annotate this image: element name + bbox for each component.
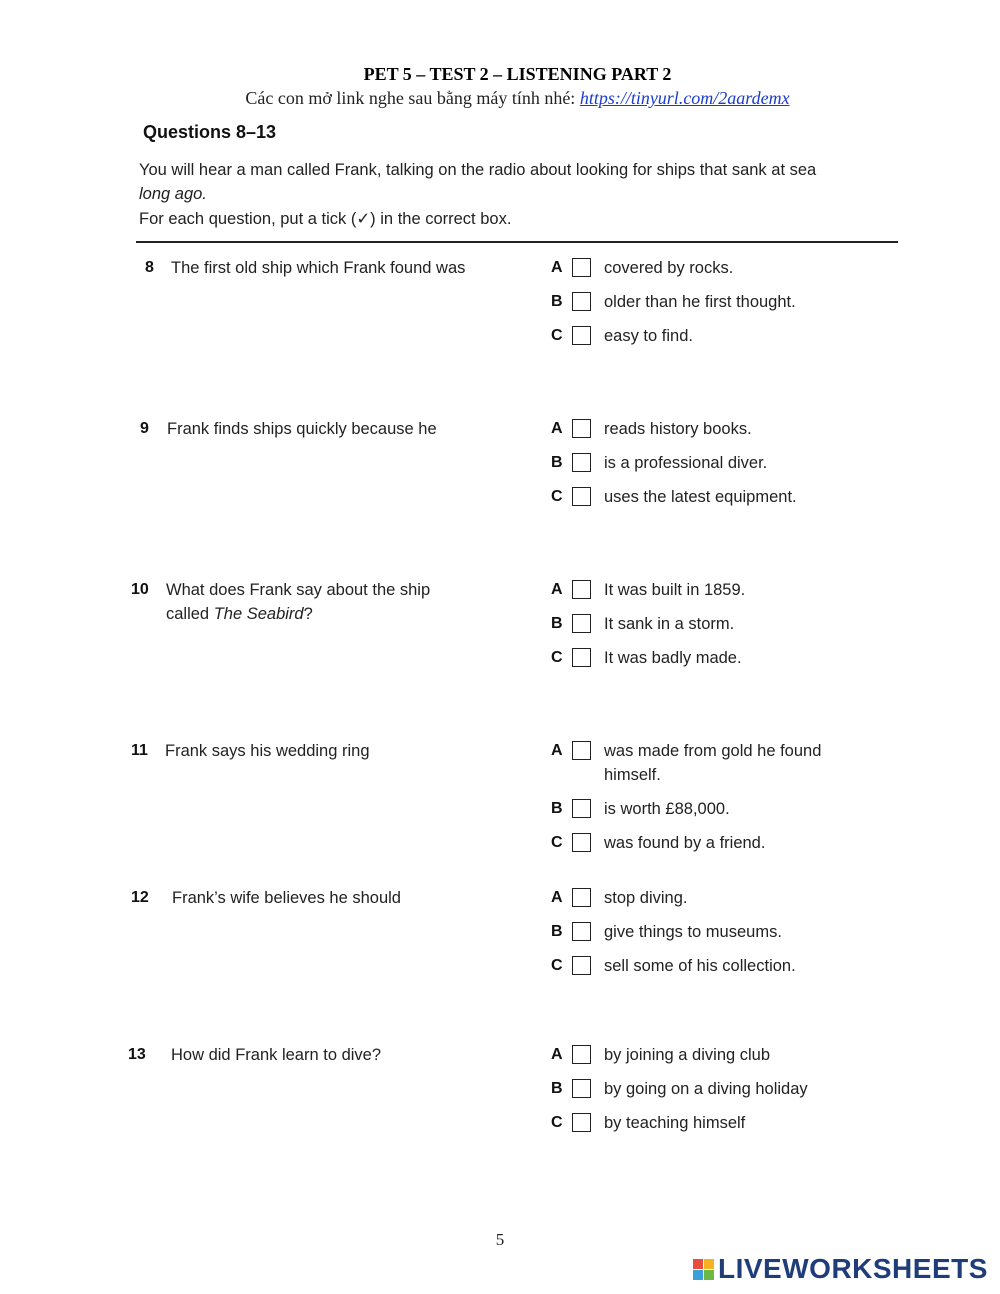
- logo-mark-icon: [693, 1259, 714, 1280]
- question-text-line: What does Frank say about the ship: [166, 581, 431, 599]
- instruction-line-2: [139, 185, 207, 204]
- question-text-line: The first old ship which Frank found was: [171, 259, 466, 277]
- question-text: [166, 578, 430, 626]
- option-text-line: It was badly made.: [604, 649, 742, 667]
- answer-checkbox[interactable]: [572, 1113, 591, 1132]
- answer-checkbox[interactable]: [572, 799, 591, 818]
- option-text-line: uses the latest equipment.: [604, 488, 797, 506]
- option-letter: B: [551, 1080, 563, 1097]
- option-text: [604, 324, 693, 348]
- answer-checkbox[interactable]: [572, 326, 591, 345]
- option-text: [604, 739, 821, 787]
- option-text: [604, 831, 765, 855]
- option-text-line: is worth £88,000.: [604, 800, 730, 818]
- option-text: [604, 578, 745, 602]
- option-letter: B: [551, 293, 563, 310]
- option-text-line: was made from gold he found: [604, 742, 822, 760]
- answer-checkbox[interactable]: [572, 258, 591, 277]
- option-text-line: by joining a diving club: [604, 1046, 771, 1064]
- option-text-line: covered by rocks.: [604, 259, 734, 277]
- link-prefix: Các con mở link nghe sau bằng máy tính nhé:: [245, 88, 580, 108]
- answer-checkbox[interactable]: [572, 741, 591, 760]
- option-text: [604, 920, 782, 944]
- listening-link-line: [0, 88, 1000, 109]
- option-text: [604, 451, 767, 475]
- option-text: [604, 1111, 745, 1135]
- question-number: 9: [140, 420, 149, 437]
- question-text: [172, 886, 401, 910]
- question-text-line: Frank’s wife believes he should: [172, 889, 401, 907]
- option-letter: A: [551, 1046, 563, 1063]
- option-text: [604, 485, 797, 509]
- option-text: [604, 886, 687, 910]
- option-text-line: easy to find.: [604, 327, 693, 345]
- option-text: [604, 797, 730, 821]
- option-text-line: It sank in a storm.: [604, 615, 735, 633]
- option-letter: C: [551, 327, 563, 344]
- option-letter: A: [551, 889, 563, 906]
- option-text-line: by going on a diving holiday: [604, 1080, 808, 1098]
- question-text-suffix: ?: [303, 605, 313, 623]
- answer-checkbox[interactable]: [572, 833, 591, 852]
- answer-checkbox[interactable]: [572, 453, 591, 472]
- option-text: [604, 646, 742, 670]
- option-text-line: older than he first thought.: [604, 293, 796, 311]
- option-text-line: is a professional diver.: [604, 454, 768, 472]
- option-letter: B: [551, 615, 563, 632]
- question-number: 12: [131, 889, 149, 906]
- answer-checkbox[interactable]: [572, 419, 591, 438]
- option-text-line: give things to museums.: [604, 923, 782, 941]
- question-text: [167, 417, 437, 441]
- logo-square-3: [693, 1270, 703, 1280]
- option-letter: C: [551, 957, 563, 974]
- option-text-line: reads history books.: [604, 420, 752, 438]
- question-text-line: Frank says his wedding ring: [165, 742, 370, 760]
- ship-name: The Seabird: [213, 605, 304, 623]
- logo-square-4: [704, 1270, 714, 1280]
- option-letter: C: [551, 649, 563, 666]
- option-text: [604, 1077, 808, 1101]
- option-letter: C: [551, 488, 563, 505]
- question-text: [165, 739, 370, 763]
- option-text: [604, 1043, 770, 1067]
- answer-checkbox[interactable]: [572, 580, 591, 599]
- question-text: [171, 1043, 381, 1067]
- option-text-line: was found by a friend.: [604, 834, 766, 852]
- option-text: [604, 290, 796, 314]
- option-letter: B: [551, 923, 563, 940]
- instruction-line-2-italic: long ago.: [139, 185, 207, 203]
- question-text-line: Frank finds ships quickly because he: [167, 420, 437, 438]
- option-text: [604, 954, 796, 978]
- option-letter: A: [551, 581, 563, 598]
- option-text-line: sell some of his collection.: [604, 957, 796, 975]
- answer-checkbox[interactable]: [572, 487, 591, 506]
- page-title: PET 5 – TEST 2 – LISTENING PART 2: [363, 64, 672, 84]
- option-letter: C: [551, 834, 563, 851]
- logo-square-2: [704, 1259, 714, 1269]
- answer-checkbox[interactable]: [572, 1045, 591, 1064]
- option-text-line: It was built in 1859.: [604, 581, 746, 599]
- question-number: 10: [131, 581, 149, 598]
- logo-text: LIVEWORKSHEETS: [718, 1253, 988, 1284]
- option-text-line: stop diving.: [604, 889, 688, 907]
- question-text-line-2: [166, 602, 430, 626]
- question-text-prefix: called: [166, 605, 214, 623]
- option-text: [604, 417, 752, 441]
- section-heading: Questions 8–13: [143, 122, 277, 142]
- option-letter: B: [551, 800, 563, 817]
- answer-checkbox[interactable]: [572, 956, 591, 975]
- option-letter: A: [551, 259, 563, 276]
- divider: [136, 241, 898, 243]
- instruction-line-3: For each question, put a tick (✓) in the correct box.: [139, 210, 512, 228]
- option-letter: C: [551, 1114, 563, 1131]
- option-text: [604, 612, 734, 636]
- answer-checkbox[interactable]: [572, 888, 591, 907]
- liveworksheets-logo: [693, 1254, 988, 1284]
- question-number: 8: [145, 259, 154, 276]
- page-number: 5: [495, 1230, 505, 1249]
- question-number: 13: [128, 1046, 146, 1063]
- listening-link[interactable]: https://tinyurl.com/2aardemx: [579, 88, 790, 108]
- answer-checkbox[interactable]: [572, 648, 591, 667]
- answer-checkbox[interactable]: [572, 922, 591, 941]
- answer-checkbox[interactable]: [572, 614, 591, 633]
- option-text: [604, 256, 733, 280]
- option-letter: A: [551, 742, 563, 759]
- logo-square-1: [693, 1259, 703, 1269]
- option-text-line-2: himself.: [604, 766, 661, 784]
- option-letter: A: [551, 420, 563, 437]
- instruction-line-1: You will hear a man called Frank, talking on the radio about looking for ships that sank at sea: [139, 161, 817, 179]
- answer-checkbox[interactable]: [572, 292, 591, 311]
- option-letter: B: [551, 454, 563, 471]
- question-number: 11: [131, 742, 148, 759]
- answer-checkbox[interactable]: [572, 1079, 591, 1098]
- option-text-line: by teaching himself: [604, 1114, 746, 1132]
- question-text-line: How did Frank learn to dive?: [171, 1046, 382, 1064]
- question-text: [171, 256, 465, 280]
